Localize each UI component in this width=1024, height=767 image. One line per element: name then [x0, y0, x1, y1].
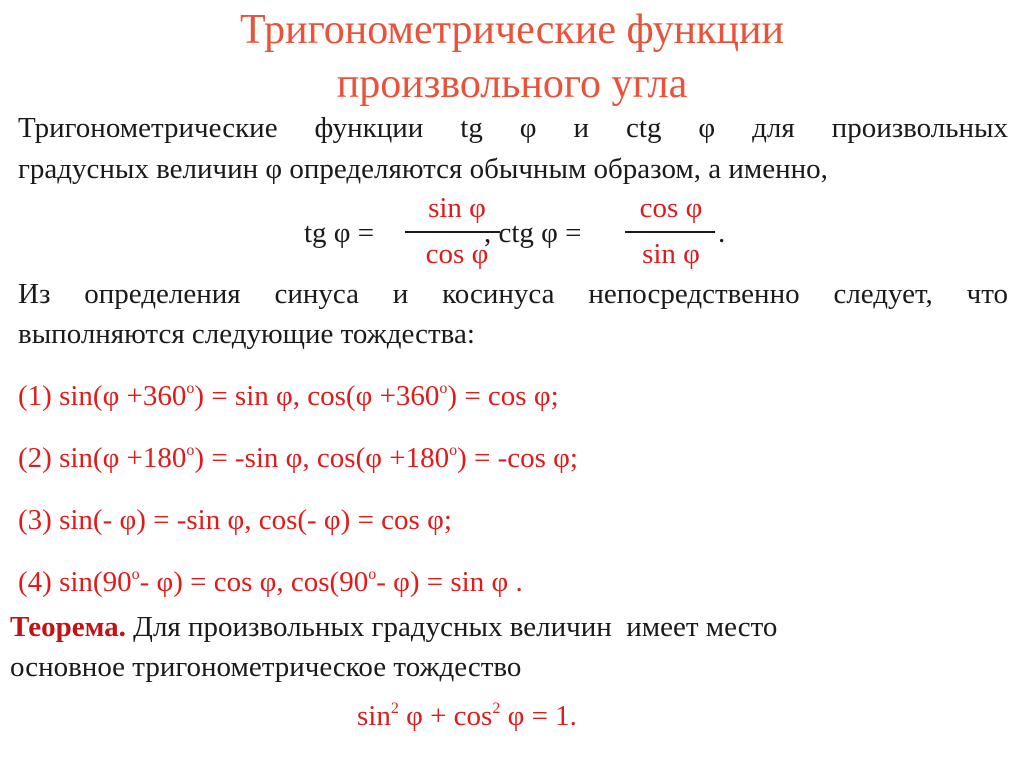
tg-denominator: cos φ: [425, 238, 489, 270]
page-title-line-2: произвольного угла: [336, 61, 688, 107]
identity-4: (4) sin(90$^o$- φ) = cos φ, cos(90$^o$- φ) = sin φ .: [18, 566, 523, 598]
paragraph2-line-1: Из определения синуса и косинуса непосредственно следует, что: [18, 278, 1008, 310]
tg-definition-label: tg φ =: [304, 217, 375, 249]
pythagorean-identity-formula: $\sin^2 \varphi + \cos^2 \varphi = 1$.: [357, 700, 577, 732]
theorem-line-1: Теорема. Для произвольных градусных величин имеет место: [10, 611, 778, 643]
definition-end-dot: .: [718, 217, 726, 249]
ctg-definition-label: , ctg φ =: [484, 217, 582, 249]
identity-1: (1) $\sin(\varphi +360^o) = \sin \varphi$, $\cos(\varphi +360^o) = \cos \varphi$;: [18, 380, 559, 412]
theorem-label: Теорема.: [10, 611, 126, 643]
page-title-line-1: Тригонометрические функции: [240, 7, 784, 53]
tg-numerator: sin φ: [428, 192, 486, 224]
identity-3: (3) sin(- φ) = -sin φ, cos(- φ) = cos φ;: [18, 504, 452, 536]
intro-line-2: градусных величин φ определяются обычным образом, а именно,: [18, 153, 828, 185]
intro-line-1: Тригонометрические функции tg φ и ctg φ для произвольных: [18, 112, 1008, 144]
identity-2: (2) $\sin(\varphi +180^o) = -\sin$ φ, $\cos(\varphi +180^o) = -\cos$ φ;: [18, 442, 578, 474]
paragraph2-line-2: выполняются следующие тождества:: [18, 318, 475, 350]
ctg-fraction-bar: [625, 231, 715, 233]
theorem-line-2: основное тригонометрическое тождество: [10, 651, 522, 683]
ctg-denominator: sin φ: [642, 238, 700, 270]
ctg-numerator: cos φ: [639, 192, 703, 224]
